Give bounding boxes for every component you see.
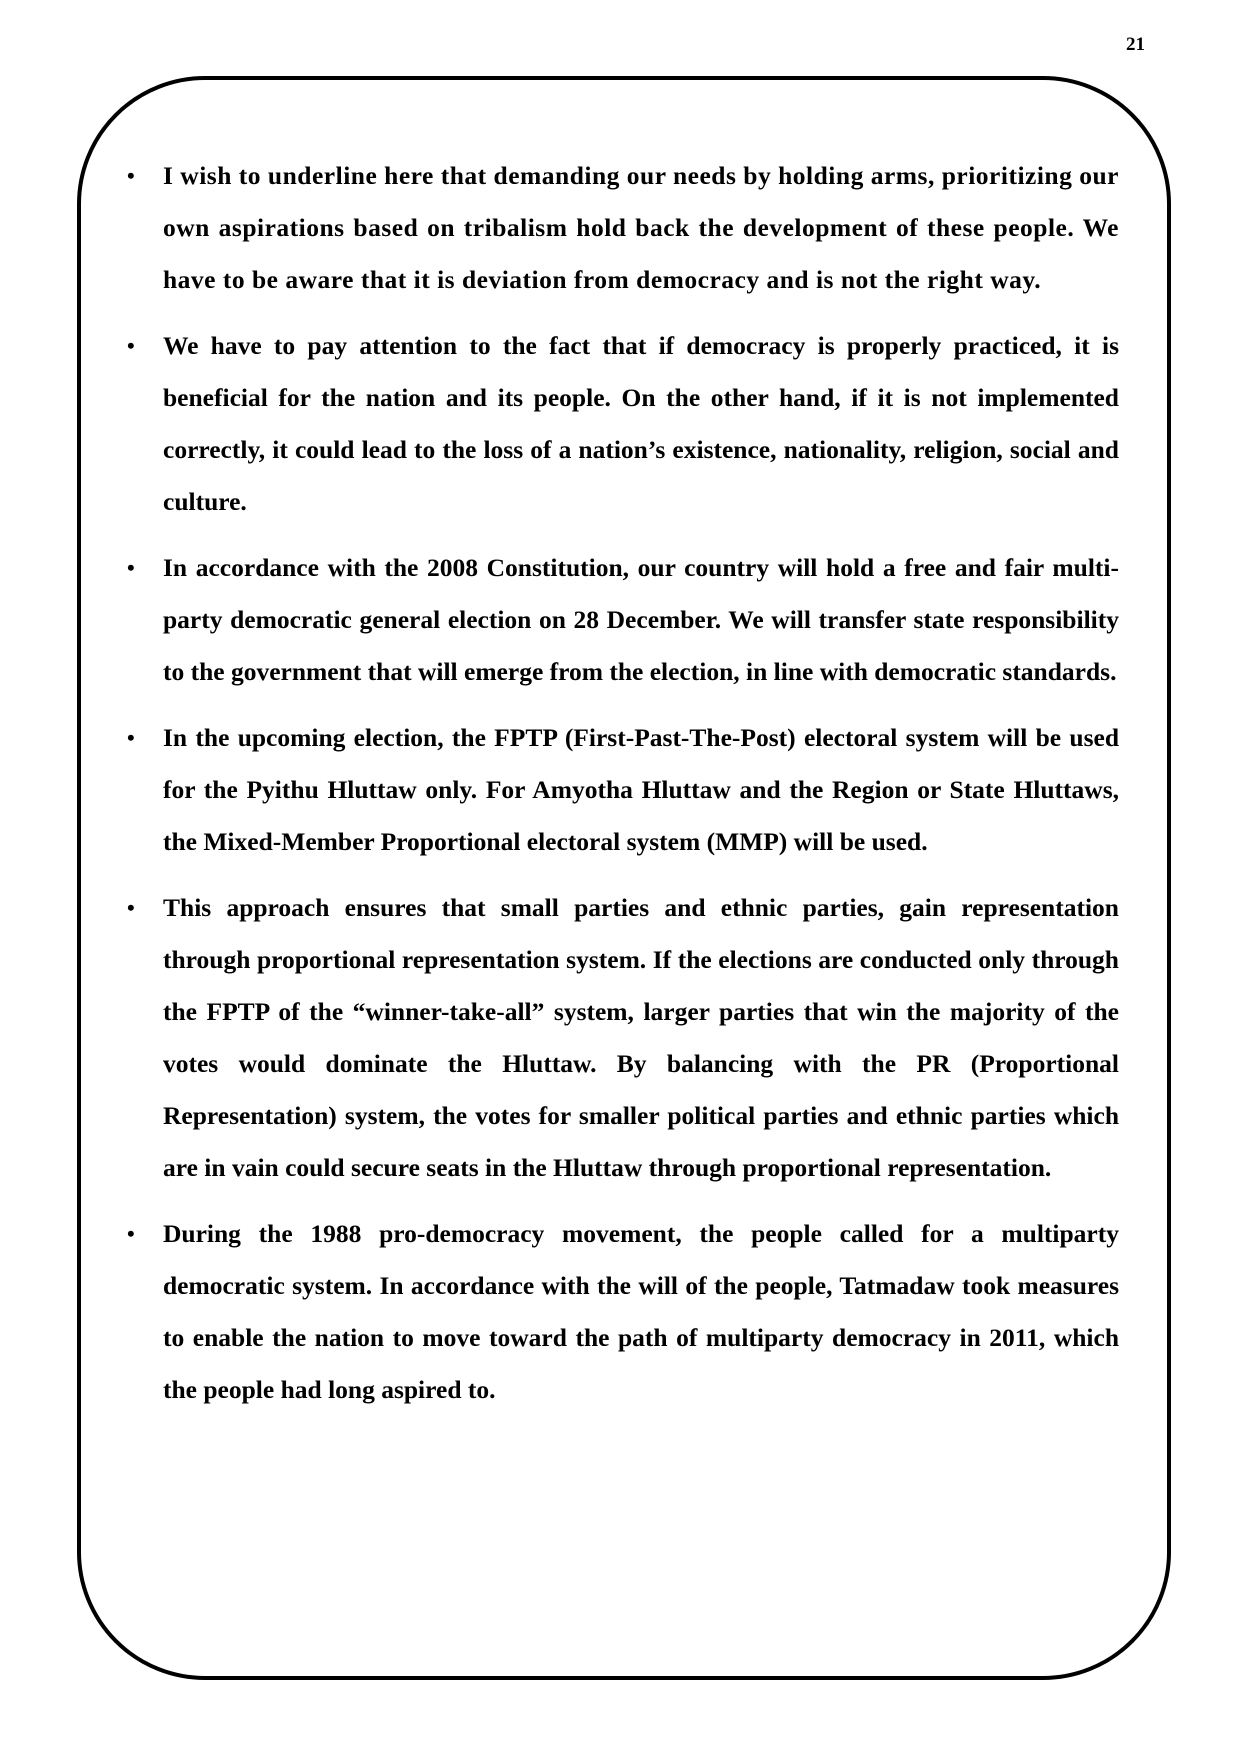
bullet-list (127, 150, 1119, 1430)
bullet-text: During the 1988 pro-democracy movement, the people called for a multiparty democratic system. In accordance with the will of the people, Tatmadaw took measures to enable the nation to move toward the path of multiparty democracy in 2011, which the people had long aspired to. (163, 1219, 1119, 1404)
bullet-icon: • (127, 725, 135, 750)
bullet-item (127, 542, 1119, 698)
bullet-item (127, 882, 1119, 1194)
bullet-text: This approach ensures that small parties and ethnic parties, gain representation through proportional representation system. If the elections are conducted only through the FPTP of the “winner-take-all” system, larger parties that win the majority of the votes would dominate the Hluttaw. By balancing with the PR (Proportional Representation) system, the votes for smaller political parties and ethnic parties which are in vain could secure seats in the Hluttaw through proportional representation. (163, 893, 1119, 1182)
page-number: 21 (1126, 34, 1145, 55)
bullet-icon: • (127, 1221, 135, 1246)
bullet-text: I wish to underline here that demanding our needs by holding arms, prioritizing our own aspirations based on tribalism hold back the development of these people. We have to be aware that it is deviation from democracy and is not the right way. (163, 161, 1119, 294)
bullet-icon: • (127, 163, 136, 188)
bullet-item (127, 150, 1119, 306)
bullet-item (127, 1208, 1119, 1416)
bullet-item (127, 712, 1119, 868)
bullet-text: In accordance with the 2008 Constitution, our country will hold a free and fair multi-party democratic general election on 28 December. We will transfer state responsibility to the government that will emerge from the election, in line with democratic standards. (163, 553, 1119, 686)
bullet-icon: • (127, 895, 135, 920)
bullet-text: In the upcoming election, the FPTP (First-Past-The-Post) electoral system will be used for the Pyithu Hluttaw only. For Amyotha Hluttaw and the Region or State Hluttaws, the Mixed-Member Proportional electoral system (MMP) will be used. (163, 723, 1119, 856)
bullet-text: We have to pay attention to the fact that if democracy is properly practiced, it is beneficial for the nation and its people. On the other hand, if it is not implemented correctly, it could lead to the loss of a nation’s existence, nationality, religion, social and culture. (163, 331, 1119, 516)
bullet-icon: • (127, 333, 135, 358)
bullet-item (127, 320, 1119, 528)
bullet-icon: • (127, 555, 135, 580)
